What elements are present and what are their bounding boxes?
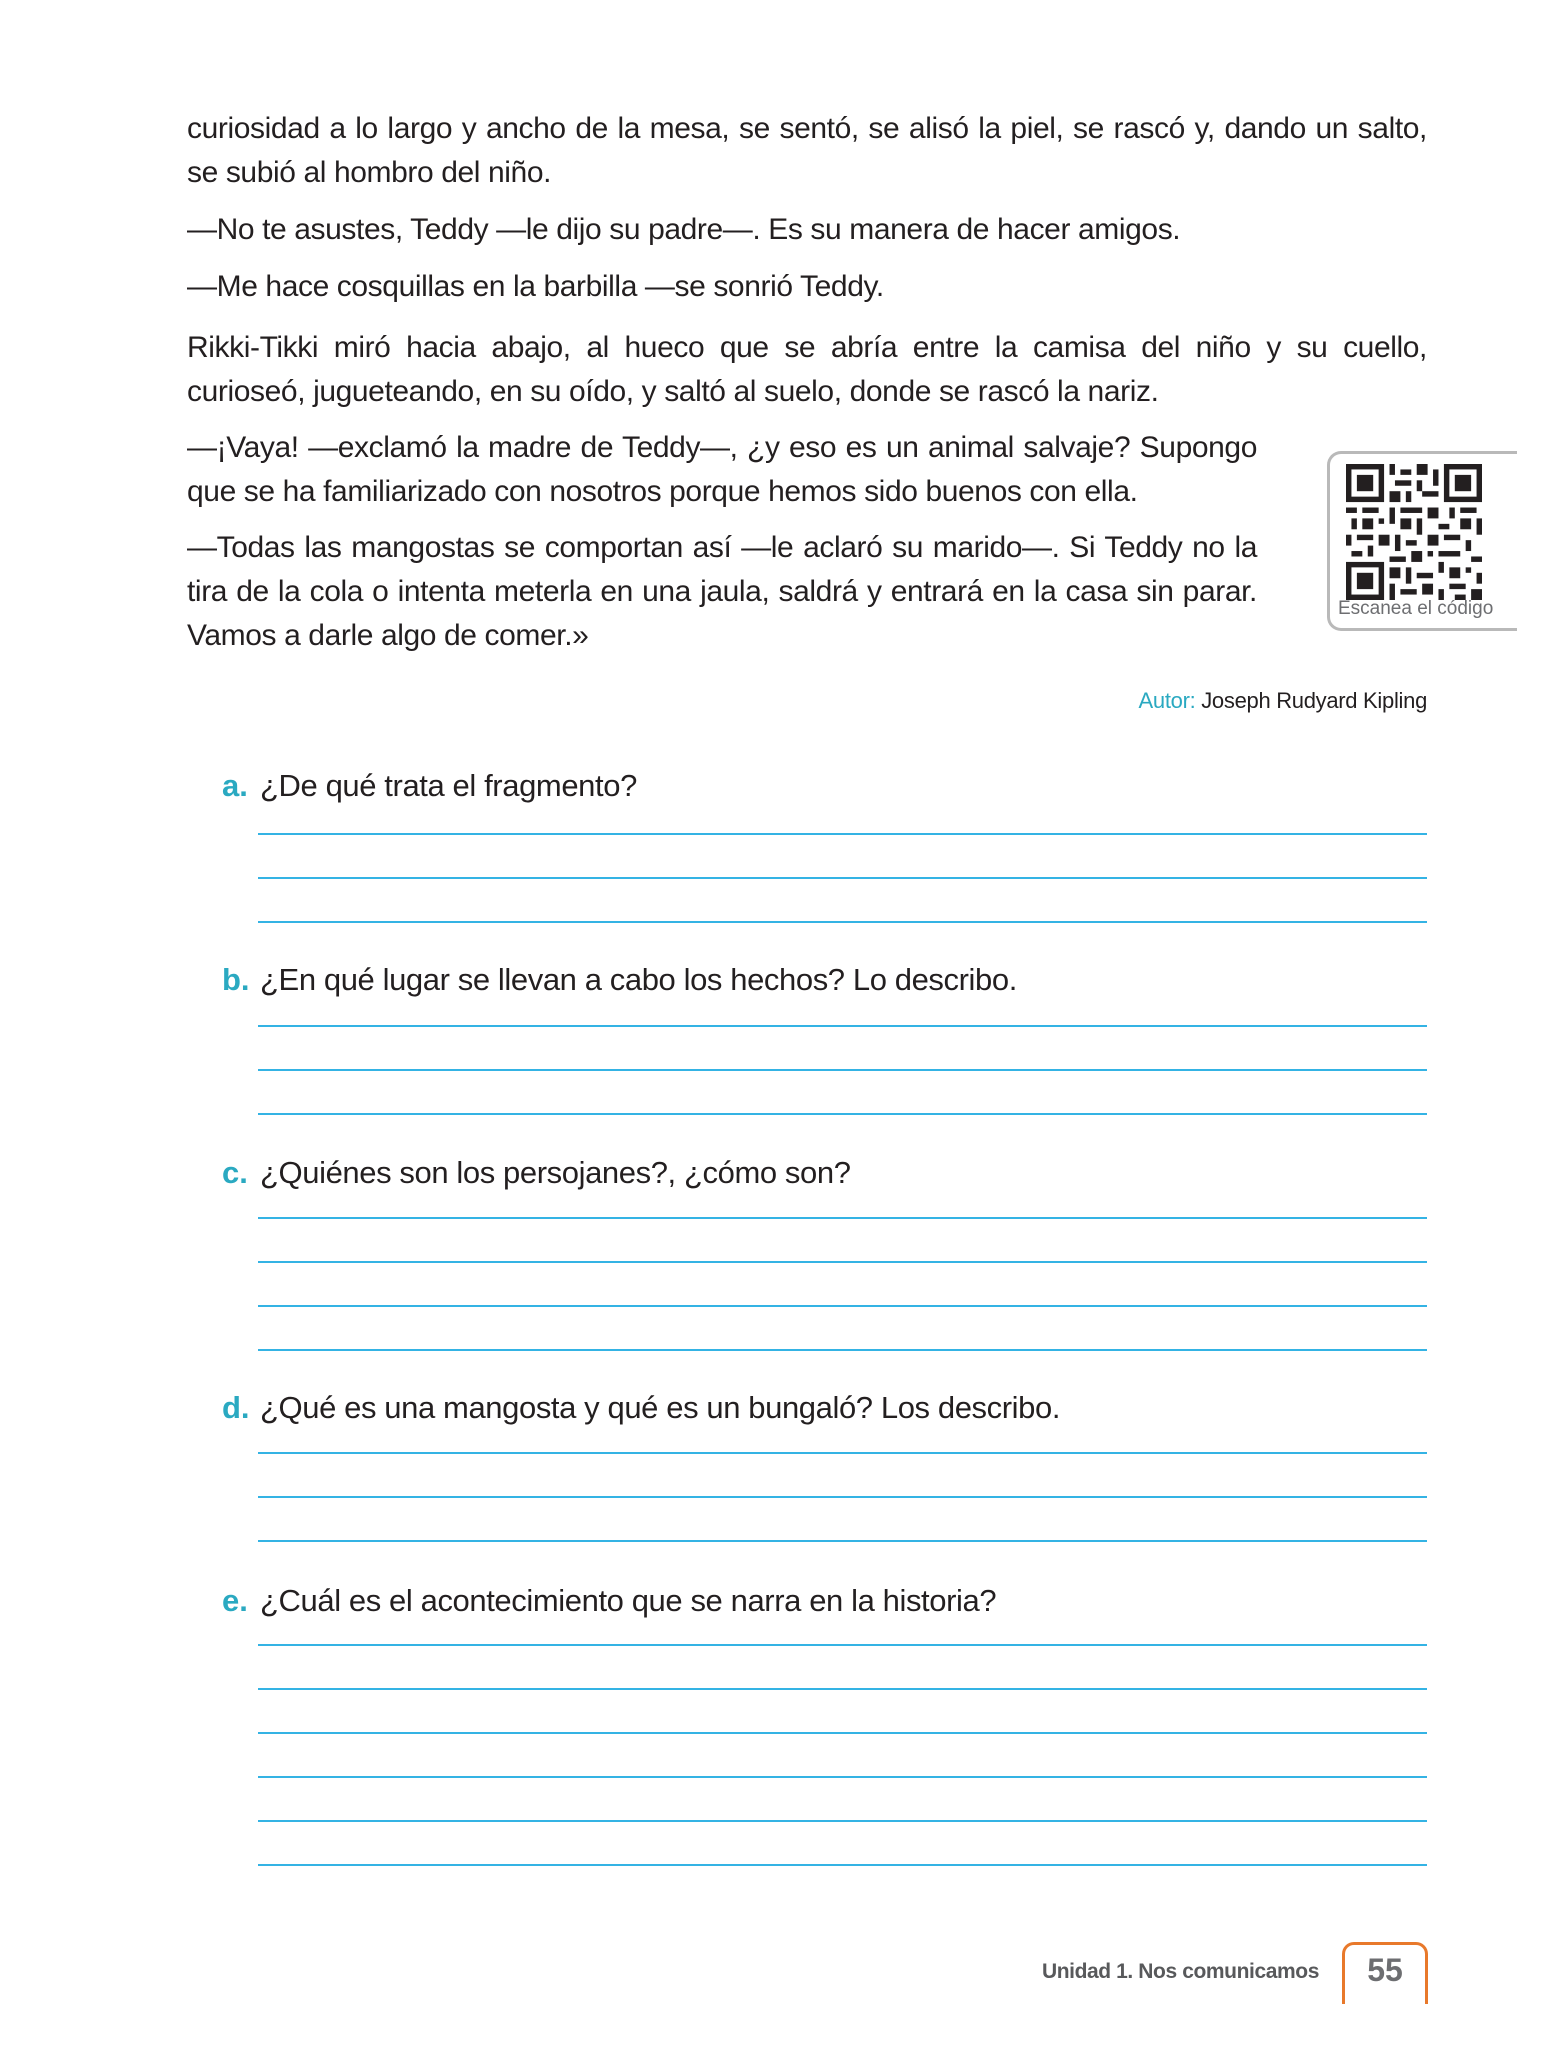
answer-line[interactable] <box>258 1305 1427 1307</box>
story-paragraph: —No te asustes, Teddy —le dijo su padre—. Es su manera de hacer amigos. <box>187 213 1181 246</box>
qr-code-icon <box>1346 464 1482 600</box>
answer-line[interactable] <box>258 921 1427 923</box>
question-text: ¿En qué lugar se llevan a cabo los hechos? Lo describo. <box>260 962 1017 997</box>
answer-line[interactable] <box>258 1864 1427 1866</box>
answer-line[interactable] <box>258 1688 1427 1690</box>
unit-title: Unidad 1. Nos comunicamos <box>1041 1960 1319 1983</box>
answer-line[interactable] <box>258 1217 1427 1219</box>
story-paragraph: —Todas las mangostas se comportan así —le aclaró su marido—. Si Teddy no la tira de la cola o intenta meterla en una jaula, saldrá y entrará en la casa sin parar. Vamos a darle algo de comer.» <box>187 531 1257 652</box>
story-paragraph: —¡Vaya! —exclamó la madre de Teddy—, ¿y eso es un animal salvaje? Supongo que se ha familiarizado con nosotros porque hemos sido buenos con ella. <box>187 431 1257 508</box>
answer-line[interactable] <box>258 1349 1427 1351</box>
answer-line[interactable] <box>258 1452 1427 1454</box>
page-number: 55 <box>1367 1952 1403 1988</box>
question-letter: d. <box>222 1390 250 1425</box>
qr-code-tab[interactable] <box>1327 451 1517 631</box>
story-paragraph: —Me hace cosquillas en la barbilla —se sonrió Teddy. <box>187 270 884 303</box>
answer-line[interactable] <box>258 1540 1427 1542</box>
answer-line[interactable] <box>258 1261 1427 1263</box>
answer-line[interactable] <box>258 1732 1427 1734</box>
answer-line[interactable] <box>258 1069 1427 1071</box>
author-credit <box>1139 688 1427 714</box>
author-name: Joseph Rudyard Kipling <box>1201 688 1427 713</box>
question-letter: e. <box>222 1583 248 1618</box>
answer-line[interactable] <box>258 833 1427 835</box>
question-text: ¿Quiénes son los persojanes?, ¿cómo son? <box>260 1155 851 1190</box>
question-letter: a. <box>222 768 248 803</box>
story-paragraph: curiosidad a lo largo y ancho de la mesa, se sentó, se alisó la piel, se rascó y, dando un salto, se subió al hombro del niño. <box>187 112 1427 189</box>
story-paragraph: Rikki-Tikki miró hacia abajo, al hueco que se abría entre la camisa del niño y su cuello, curioseó, jugueteando, en su oído, y saltó al suelo, donde se rascó la nariz. <box>187 331 1427 408</box>
question-text: ¿De qué trata el fragmento? <box>260 768 637 803</box>
answer-line[interactable] <box>258 1496 1427 1498</box>
page-number-box <box>1342 1942 1428 2004</box>
answer-line[interactable] <box>258 1820 1427 1822</box>
author-label: Autor: <box>1138 688 1196 713</box>
answer-line[interactable] <box>258 1113 1427 1115</box>
question-text: ¿Cuál es el acontecimiento que se narra en la historia? <box>260 1583 997 1618</box>
answer-line[interactable] <box>258 1025 1427 1027</box>
question-letter: b. <box>222 962 250 997</box>
question-text: ¿Qué es una mangosta y qué es un bungaló? Los describo. <box>260 1390 1061 1425</box>
qr-caption: Escanea el código <box>1338 598 1494 619</box>
answer-line[interactable] <box>258 1644 1427 1646</box>
answer-line[interactable] <box>258 1776 1427 1778</box>
question-letter: c. <box>222 1155 248 1190</box>
answer-line[interactable] <box>258 877 1427 879</box>
